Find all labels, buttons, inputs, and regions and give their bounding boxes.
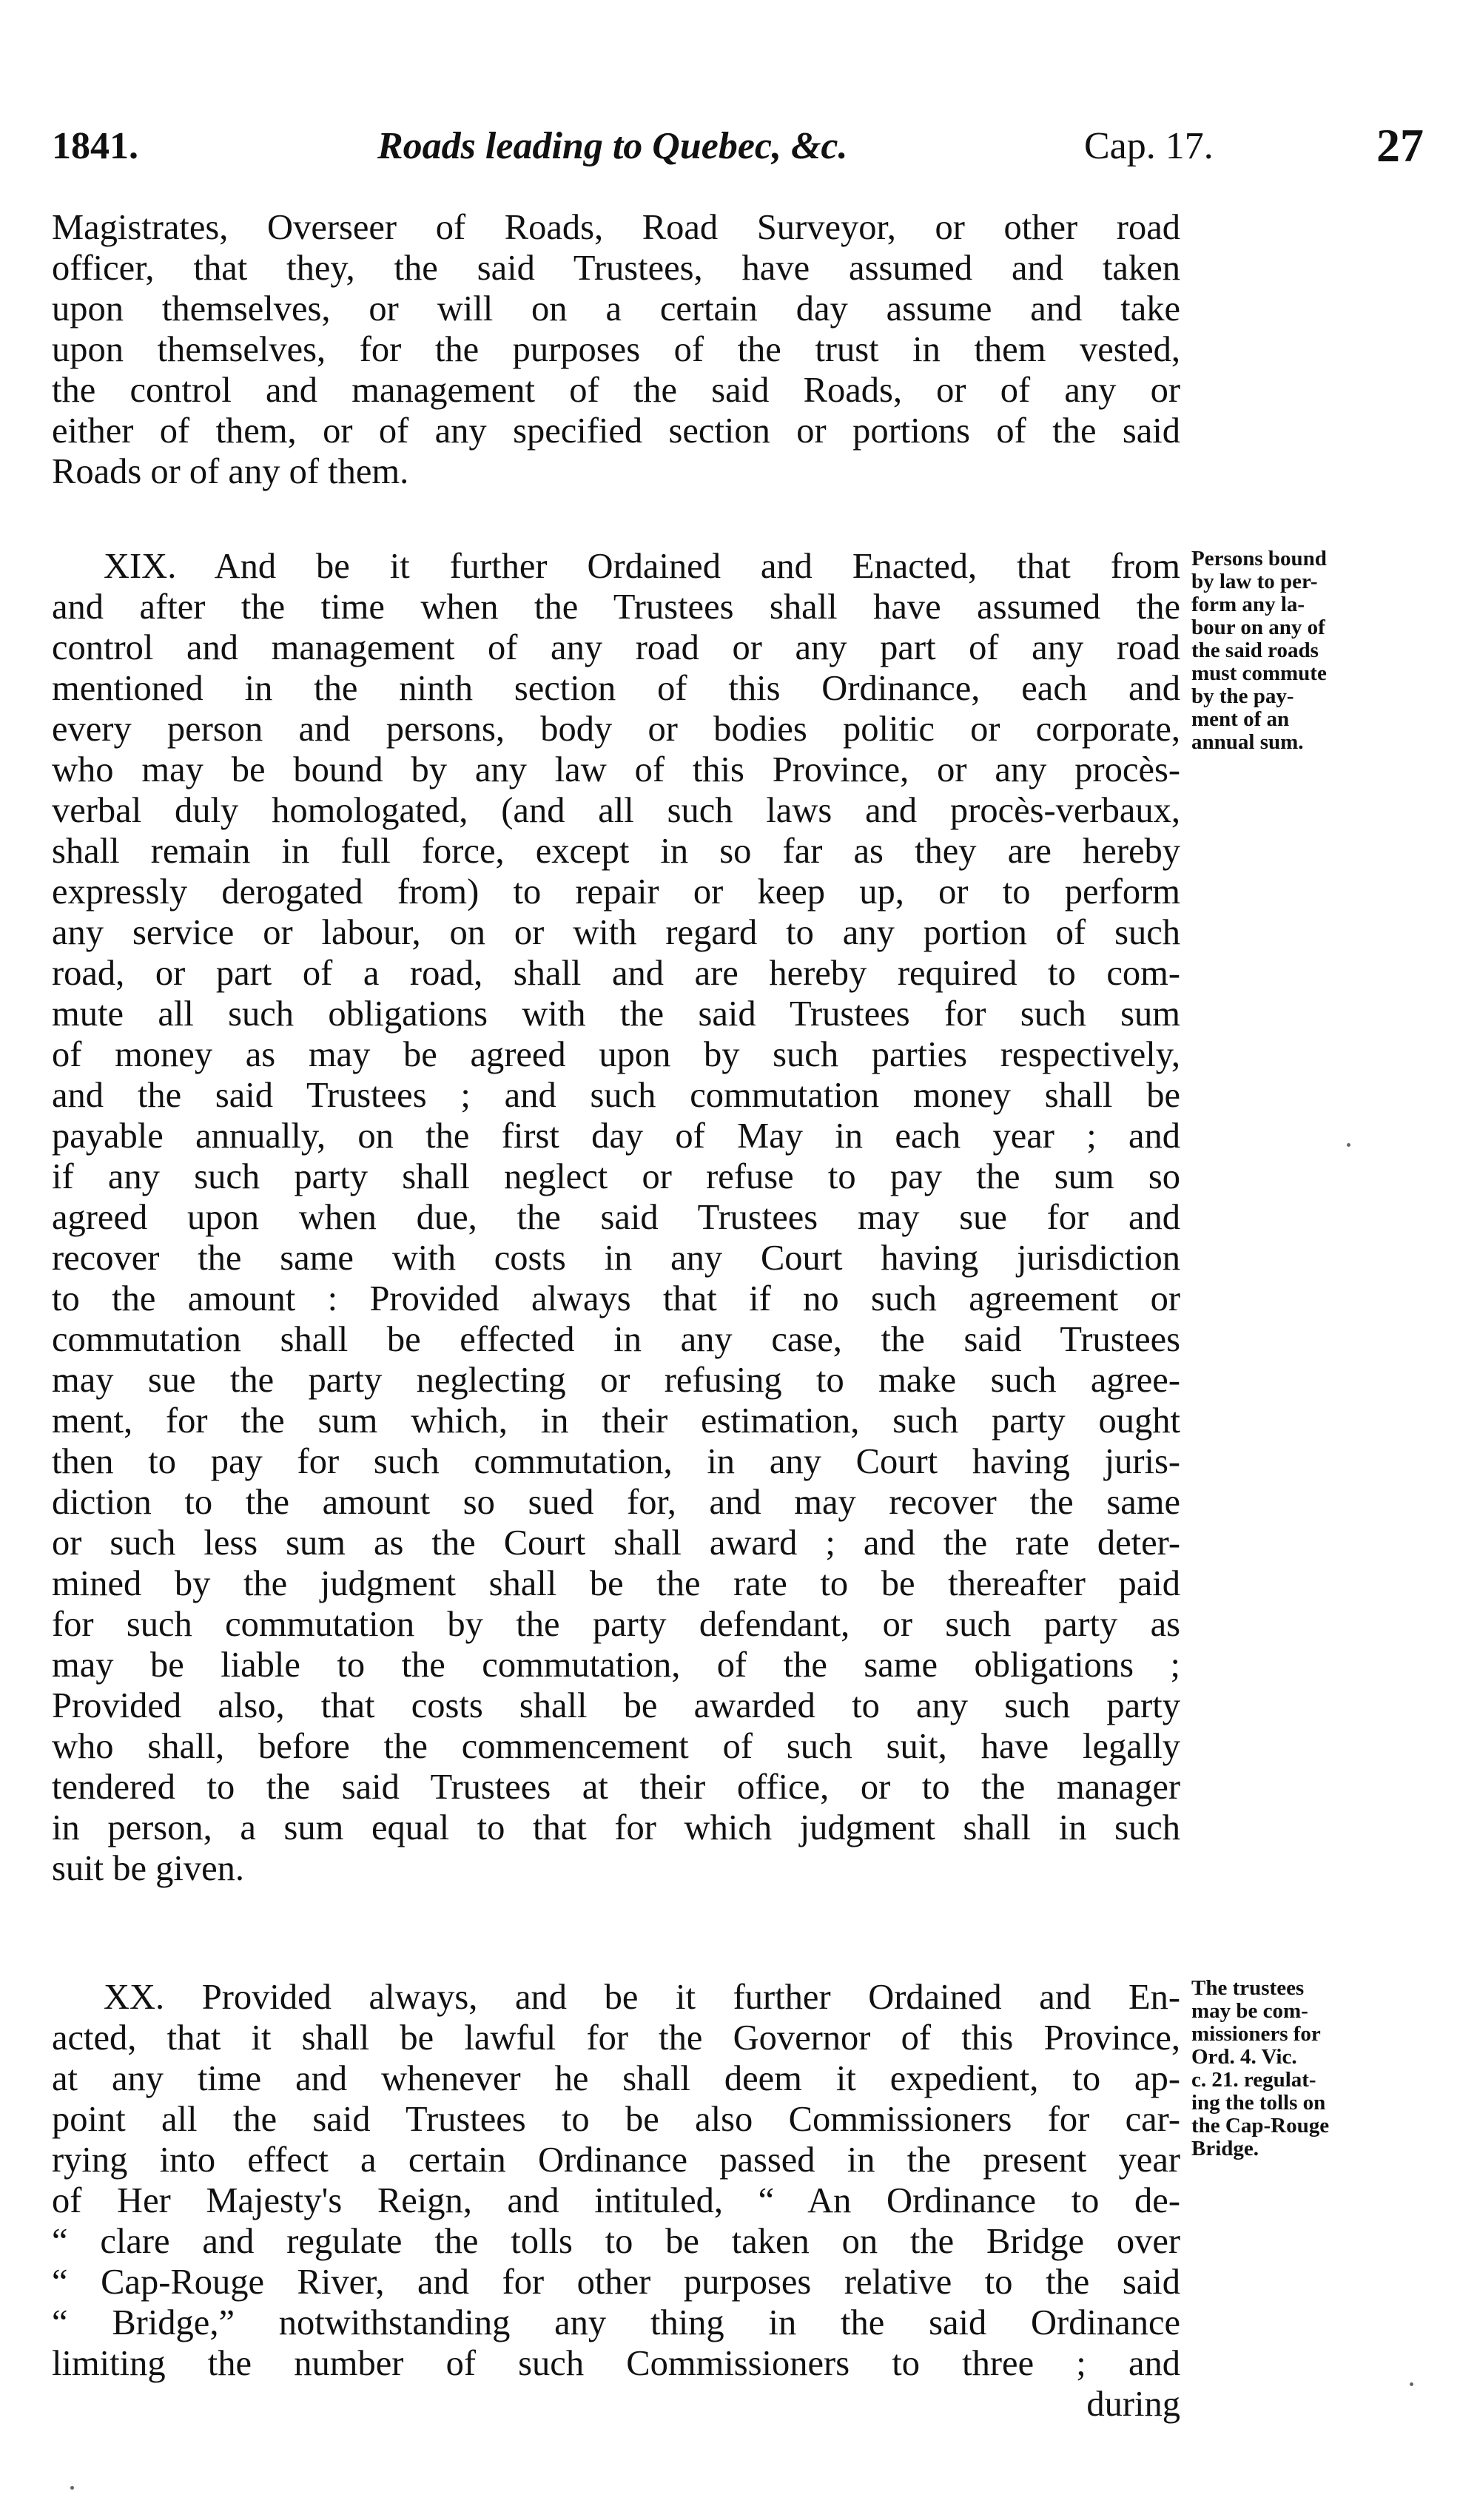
- text-line: or such less sum as the Court shall award ; and the rate deter-: [52, 1523, 1180, 1563]
- text-line: point all the said Trustees to be also Commissioners for car-: [52, 2100, 1180, 2139]
- margin-note-line: by law to per-: [1191, 570, 1318, 593]
- margin-note-line: The trustees: [1191, 1976, 1305, 2000]
- text-line: “ clare and regulate the tolls to be taken on the Bridge over: [52, 2222, 1180, 2261]
- section-xix: [52, 546, 1180, 1889]
- margin-note-line: may be com-: [1191, 1999, 1308, 2023]
- text-line: XIX. And be it further Ordained and Enacted, that from: [104, 547, 1180, 586]
- text-line: payable annually, on the first day of May in each year ; and: [52, 1116, 1180, 1156]
- header-year: 1841.: [52, 125, 138, 167]
- text-line: Provided also, that costs shall be awarded to any such party: [52, 1686, 1180, 1725]
- text-line: verbal duly homologated, (and all such laws and procès-verbaux,: [52, 791, 1180, 830]
- text-line: to the amount : Provided always that if no such agreement or: [52, 1279, 1180, 1318]
- section-xx: [52, 1977, 1180, 2425]
- margin-note-line: the Cap-Rouge: [1191, 2114, 1330, 2137]
- margin-note-line: bour on any of: [1191, 616, 1325, 639]
- text-line: who may be bound by any law of this Province, or any procès-: [52, 750, 1180, 789]
- text-line: acted, that it shall be lawful for the Governor of this Province,: [52, 2018, 1180, 2058]
- text-line: of money as may be agreed upon by such parties respectively,: [52, 1035, 1180, 1074]
- print-speck: [1410, 2382, 1413, 2386]
- text-line: and after the time when the Trustees shall have assumed the: [52, 587, 1180, 627]
- margin-note-line: by the pay-: [1191, 684, 1294, 708]
- margin-note-line: Ord. 4. Vic.: [1191, 2045, 1297, 2069]
- text-line: rying into effect a certain Ordinance passed in the present year: [52, 2140, 1180, 2180]
- running-header: [52, 118, 1424, 178]
- text-line: recover the same with costs in any Court having jurisdiction: [52, 1239, 1180, 1278]
- text-line: who shall, before the commencement of such suit, have legally: [52, 1727, 1180, 1766]
- text-line: mined by the judgment shall be the rate to be thereafter paid: [52, 1564, 1180, 1603]
- margin-note-line: Persons bound: [1191, 547, 1327, 570]
- text-line: if any such party shall neglect or refuse to pay the sum so: [52, 1157, 1180, 1196]
- text-line: agreed upon when due, the said Trustees may sue for and: [52, 1198, 1180, 1237]
- text-line: “ Cap-Rouge River, and for other purposes relative to the said: [52, 2263, 1180, 2302]
- text-line: officer, that they, the said Trustees, have assumed and taken: [52, 249, 1180, 288]
- print-speck: [1347, 1143, 1350, 1147]
- margin-note-trustees-commissioners: [1191, 1977, 1384, 2160]
- text-line: mentioned in the ninth section of this Ordinance, each and: [52, 669, 1180, 708]
- text-line: suit be given.: [52, 1849, 244, 1888]
- text-line: Magistrates, Overseer of Roads, Road Surveyor, or other road: [52, 208, 1180, 247]
- text-line: diction to the amount so sued for, and may recover the same: [52, 1483, 1180, 1522]
- margin-note-line: Bridge.: [1191, 2137, 1259, 2160]
- text-line: may sue the party neglecting or refusing to make such agree-: [52, 1361, 1180, 1400]
- text-line: may be liable to the commutation, of the same obligations ;: [52, 1645, 1180, 1685]
- margin-note-line: ing the tolls on: [1191, 2091, 1326, 2115]
- text-line: any service or labour, on or with regard to any portion of such: [52, 913, 1180, 952]
- margin-note-persons-bound: [1191, 548, 1384, 754]
- catchword: during: [1086, 2385, 1180, 2424]
- text-line: ment, for the sum which, in their estimation, such party ought: [52, 1401, 1180, 1441]
- text-line: every person and persons, body or bodies politic or corporate,: [52, 710, 1180, 749]
- text-line: XX. Provided always, and be it further Ordained and En-: [104, 1978, 1180, 2017]
- text-line: and the said Trustees ; and such commutation money shall be: [52, 1076, 1180, 1115]
- text-line: road, or part of a road, shall and are hereby required to com-: [52, 954, 1180, 993]
- text-line: tendered to the said Trustees at their office, or to the manager: [52, 1768, 1180, 1807]
- print-speck: [70, 2486, 74, 2490]
- margin-note-line: c. 21. regulat-: [1191, 2068, 1316, 2092]
- margin-note-line: ment of an: [1191, 707, 1290, 731]
- text-line: mute all such obligations with the said Trustees for such sum: [52, 994, 1180, 1034]
- header-chapter: Cap. 17.: [1084, 125, 1214, 167]
- text-line: shall remain in full force, except in so far as they are hereby: [52, 832, 1180, 871]
- text-line: the control and management of the said Roads, or of any or: [52, 371, 1180, 410]
- text-line: of Her Majesty's Reign, and intituled, “ An Ordinance to de-: [52, 2181, 1180, 2220]
- text-line: then to pay for such commutation, in any Court having juris-: [52, 1442, 1180, 1481]
- text-line: Roads or of any of them.: [52, 452, 409, 491]
- text-line: in person, a sum equal to that for which judgment shall in such: [52, 1808, 1180, 1847]
- text-line: for such commutation by the party defendant, or such party as: [52, 1605, 1180, 1644]
- text-line: limiting the number of such Commissioners to three ; and: [52, 2344, 1180, 2383]
- header-title: Roads leading to Quebec, &c.: [377, 125, 848, 167]
- page-number: 27: [1376, 119, 1424, 172]
- text-line: expressly derogated from) to repair or keep up, or to perform: [52, 872, 1180, 912]
- text-line: commutation shall be effected in any case, the said Trustees: [52, 1320, 1180, 1359]
- text-line: control and management of any road or any part of any road: [52, 628, 1180, 667]
- paragraph-continuation: [52, 207, 1180, 492]
- margin-note-line: form any la-: [1191, 593, 1305, 616]
- margin-note-line: missioners for: [1191, 2022, 1321, 2046]
- text-line: upon themselves, or will on a certain day assume and take: [52, 289, 1180, 329]
- text-line: at any time and whenever he shall deem it expedient, to ap-: [52, 2059, 1180, 2098]
- text-line: either of them, or of any specified section or portions of the said: [52, 411, 1180, 451]
- text-line: upon themselves, for the purposes of the trust in them vested,: [52, 330, 1180, 369]
- margin-note-line: annual sum.: [1191, 730, 1304, 754]
- margin-note-line: must commute: [1191, 661, 1327, 685]
- text-line: “ Bridge,” notwithstanding any thing in the said Ordinance: [52, 2303, 1180, 2342]
- margin-note-line: the said roads: [1191, 639, 1319, 662]
